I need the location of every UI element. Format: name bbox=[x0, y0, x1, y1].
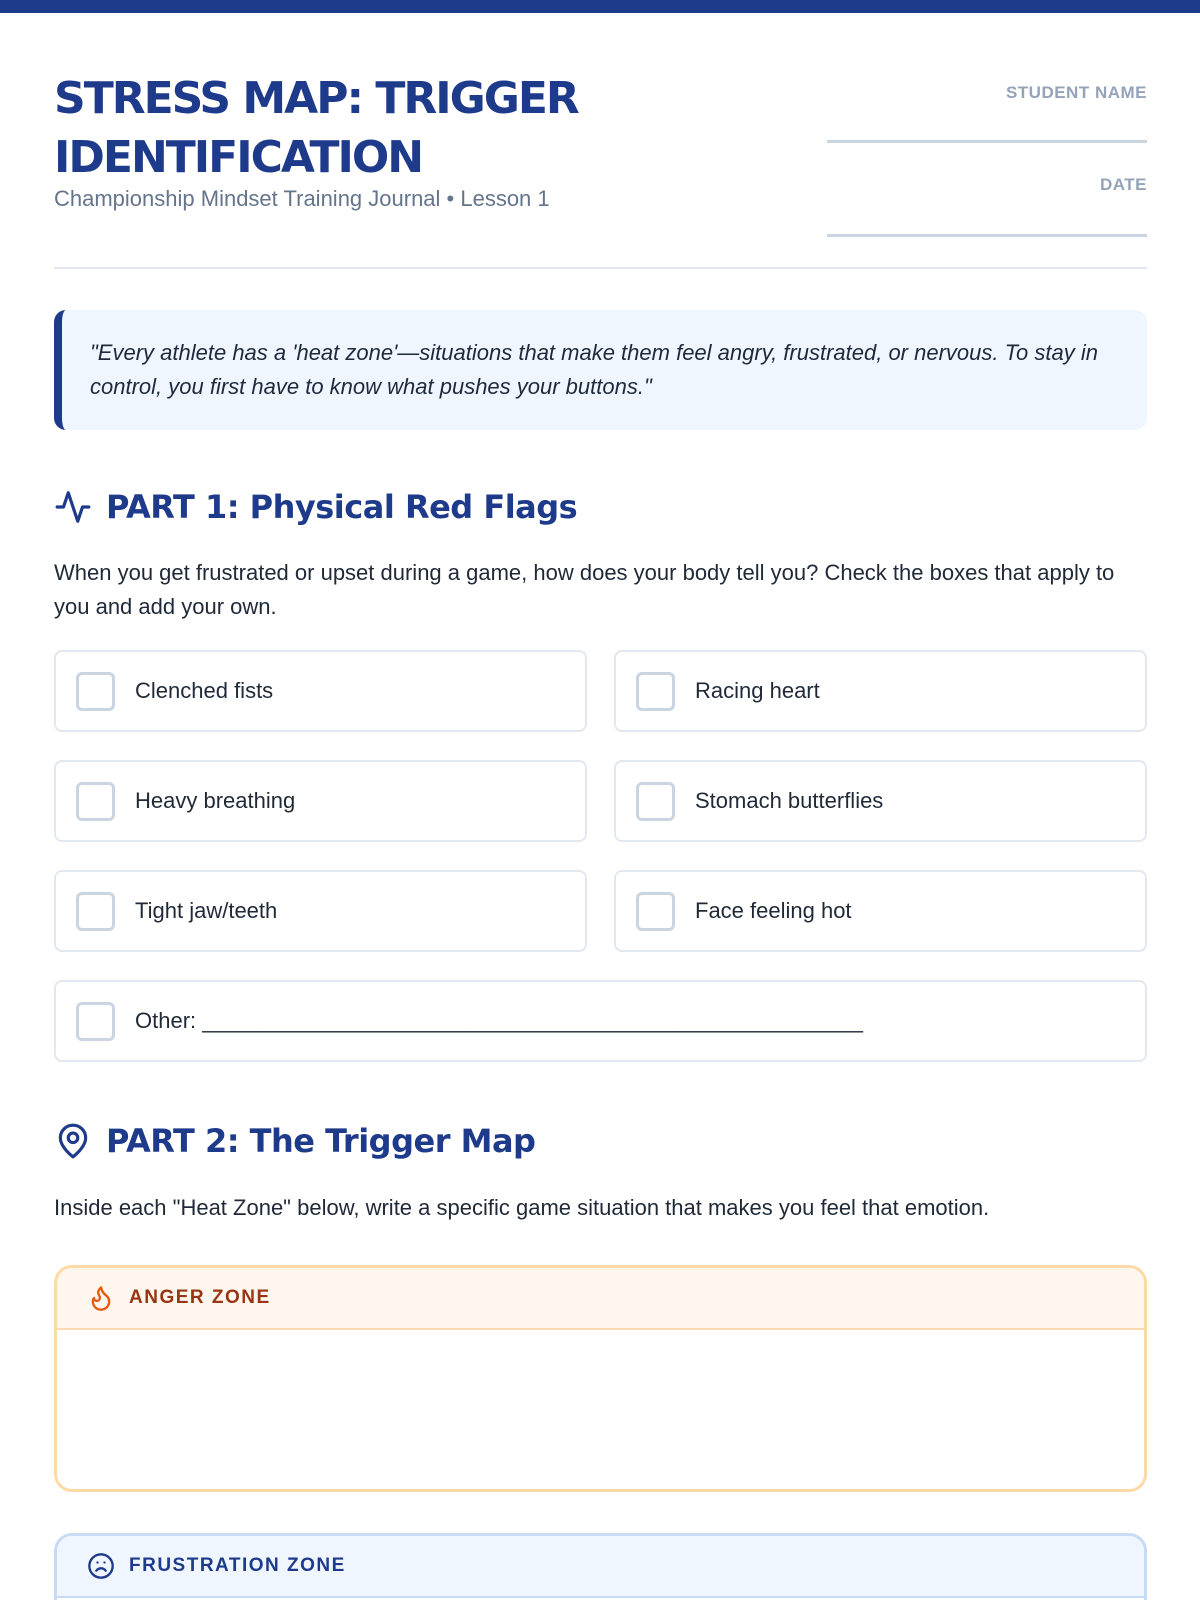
checkbox-stomach-butterflies[interactable] bbox=[614, 760, 1147, 842]
checkbox-tight-jaw[interactable] bbox=[54, 870, 587, 952]
map-pin-icon bbox=[54, 1122, 92, 1160]
anger-zone-label: ANGER ZONE bbox=[129, 1287, 271, 1308]
checkbox-racing-heart[interactable] bbox=[614, 650, 1147, 732]
checkbox-square[interactable] bbox=[76, 782, 115, 821]
checkbox-label: Racing heart bbox=[695, 678, 820, 703]
page-title: STRESS MAP: TRIGGER IDENTIFICATION bbox=[54, 73, 578, 183]
anger-zone[interactable] bbox=[54, 1265, 1147, 1492]
checkbox-clenched-fists[interactable] bbox=[54, 650, 587, 732]
checkbox-square[interactable] bbox=[636, 672, 675, 711]
part2-description: Inside each "Heat Zone" below, write a specific game situation that makes you feel that emotion. bbox=[54, 1195, 990, 1220]
part1-description: When you get frustrated or upset during a game, how does your body tell you? Check the boxes that apply to you and add your own. bbox=[54, 560, 1115, 619]
part2-title: PART 2: The Trigger Map bbox=[106, 1122, 536, 1160]
checkbox-label: Heavy breathing bbox=[135, 788, 296, 813]
checkbox-square[interactable] bbox=[76, 1002, 115, 1041]
checkbox-square[interactable] bbox=[76, 892, 115, 931]
checkbox-label: Stomach butterflies bbox=[695, 788, 884, 813]
page-subtitle: Championship Mindset Training Journal • Lesson 1 bbox=[54, 186, 550, 211]
part1-title: PART 1: Physical Red Flags bbox=[106, 488, 578, 526]
frustration-zone[interactable] bbox=[54, 1533, 1147, 1600]
checkbox-label: Face feeling hot bbox=[695, 898, 852, 923]
checkbox-face-hot[interactable] bbox=[614, 870, 1147, 952]
frustration-zone-label: FRUSTRATION ZONE bbox=[129, 1555, 346, 1576]
anger-zone-header bbox=[57, 1268, 1144, 1330]
flame-icon bbox=[87, 1284, 115, 1312]
frustration-zone-header bbox=[57, 1536, 1144, 1598]
checkbox-label: Other: ______________________________________________________ bbox=[135, 1008, 863, 1033]
checkbox-other[interactable] bbox=[54, 980, 1147, 1062]
date-field[interactable] bbox=[827, 163, 1147, 237]
part2-heading bbox=[54, 1121, 535, 1161]
part1-heading bbox=[54, 487, 577, 527]
worksheet-page bbox=[54, 13, 1147, 1576]
student-name-field[interactable] bbox=[827, 69, 1147, 143]
checkbox-label: Clenched fists bbox=[135, 678, 274, 703]
date-label: DATE bbox=[1099, 175, 1147, 194]
checkbox-square[interactable] bbox=[636, 782, 675, 821]
checkbox-square[interactable] bbox=[636, 892, 675, 931]
activity-icon bbox=[54, 488, 92, 526]
checkbox-label: Tight jaw/teeth bbox=[135, 898, 278, 923]
checkbox-square[interactable] bbox=[76, 672, 115, 711]
frown-icon bbox=[87, 1552, 115, 1580]
top-accent-bar bbox=[0, 0, 1200, 13]
student-name-label: STUDENT NAME bbox=[1005, 83, 1147, 102]
checkbox-heavy-breathing[interactable] bbox=[54, 760, 587, 842]
intro-quote: "Every athlete has a 'heat zone'—situations that make them feel angry, frustrated, or nervous. To stay in control, you first have to know what pushes your buttons." bbox=[54, 310, 1147, 430]
worksheet-header bbox=[54, 13, 1147, 269]
